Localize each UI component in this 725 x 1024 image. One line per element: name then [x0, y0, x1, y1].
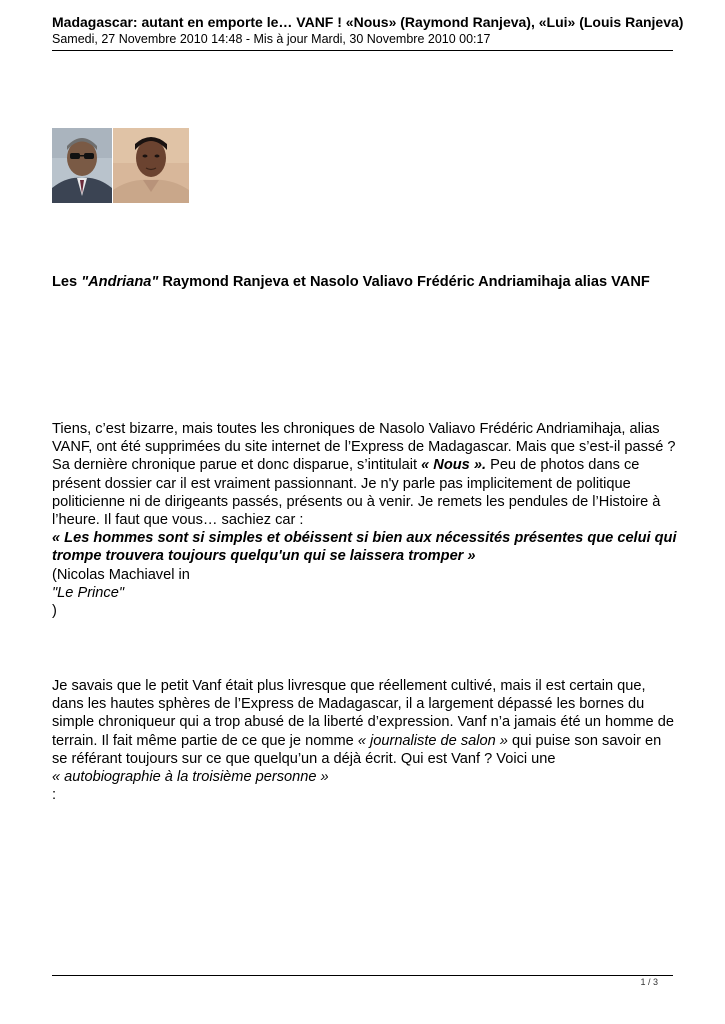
photo-raymond-ranjeva [52, 128, 112, 203]
footer-divider [52, 975, 673, 976]
vanf-colon: : [52, 787, 57, 804]
intro-text-a: Tiens, c’est bizarre, mais toutes les chroniques de Nasolo Valiavo Frédéric Andriamihaja, alias VANF, ont été supprimées du site internet de l’Express de Madagascar. Mais que s’est-il passé ? Sa dernière chronique parue et donc disparue, s’intitulait [52, 421, 676, 474]
page-number: 1 / 3 [640, 977, 658, 987]
article-title: Madagascar: autant en emporte le… VANF ! «Nous» (Raymond Ranjeva), «Lui» (Louis Ranjeva) [52, 14, 684, 30]
vanf-italic-autobiographie: « autobiographie à la troisième personne » [52, 769, 329, 786]
vanf-italic-salon: « journaliste de salon » [357, 732, 508, 749]
paragraph-vanf [52, 677, 677, 804]
caption-rest: Raymond Ranjeva et Nasolo Valiavo Frédéric Andriamihaja alias VANF [158, 274, 650, 290]
photo-strip [52, 128, 189, 203]
paragraph-intro [52, 420, 677, 620]
vanf-text-b: qui puise son savoir en se référant toujours sur ce que quelqu’un a déjà écrit. Qui est Vanf ? Voici une [52, 732, 662, 767]
vanf-text-a: Je savais que le petit Vanf était plus livresque que réellement cultivé, mais il est certain que, dans les hautes sphères de l’Express de Madagascar, il a largement dépassé les bornes du simple chroniqueur qui a trop abusé de la liberté d’expression. Vanf n’a jamais été un homme de terrain. Il fait même partie de ce que je nomme [52, 678, 674, 749]
photo-vanf [113, 128, 189, 203]
article-dates: Samedi, 27 Novembre 2010 14:48 - Mis à jour Mardi, 30 Novembre 2010 00:17 [52, 32, 491, 46]
machiavel-quote: « Les hommes sont si simples et obéissent si bien aux nécessités présentes que celui qui trompe trouvera toujours quelqu'un qui se laissera tromper » [52, 530, 677, 565]
page-header [52, 14, 684, 47]
quote-source: (Nicolas Machiavel in [52, 566, 190, 583]
quote-book-title: "Le Prince" [52, 584, 125, 601]
intro-text-b: Peu de photos dans ce présent dossier car il est vraiment passionnant. Je n'y parle pas implicitement de politique politicienne ni de dirigeants passés, présents ou à venir. Je remets les pendules de l’Histoire à l’heure. Il faut que vous… sachiez car : [52, 457, 661, 529]
photo-caption [52, 274, 650, 290]
caption-prefix: Les [52, 274, 82, 290]
caption-italic: "Andriana" [81, 274, 159, 290]
intro-title-nous: « Nous ». [421, 457, 487, 474]
header-divider [52, 50, 673, 51]
quote-source-close: ) [52, 603, 57, 620]
